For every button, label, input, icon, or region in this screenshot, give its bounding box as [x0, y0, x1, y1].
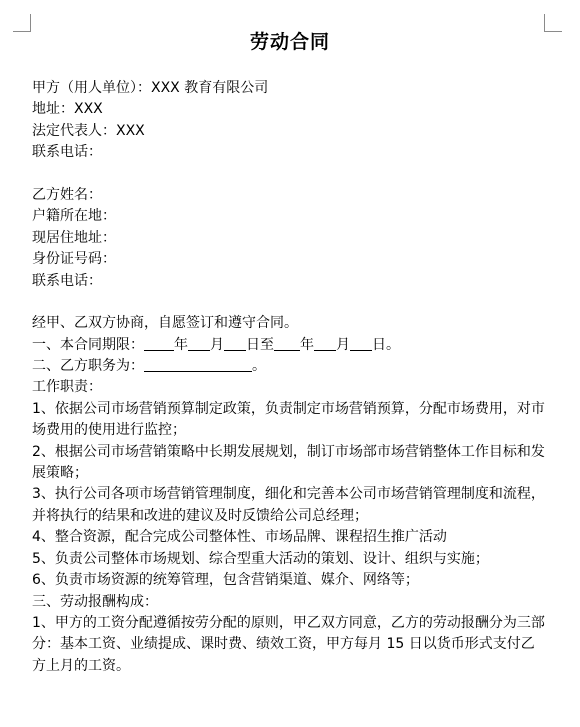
blank-start-day — [224, 336, 246, 351]
spacer — [32, 292, 552, 313]
duty-item: 3、执行公司各项市场营销管理制度，细化和完善本公司市场营销管理制度和流程，并将执行的结果和改进的建议及时反馈给公司总经理； — [32, 486, 545, 524]
party-b-residence: 现居住地址： — [32, 229, 116, 246]
party-b-phone: 联系电话： — [32, 272, 102, 289]
blank-position — [144, 357, 252, 372]
position-prefix: 二、乙方职务为： — [32, 358, 144, 375]
blank-start-year — [144, 336, 174, 351]
spacer — [32, 164, 552, 185]
blank-end-year — [274, 336, 300, 351]
document-body — [32, 78, 552, 677]
intro-paragraph: 经甲、乙双方协商，自愿签订和遵守合同。 — [32, 315, 298, 332]
term-day-start: 日至 — [246, 336, 274, 353]
contract-term — [32, 335, 552, 356]
party-a-address: 地址：XXX — [32, 101, 103, 118]
duty-item: 6、负责市场资源的统筹管理，包含营销渠道、媒介、网络等； — [32, 572, 419, 589]
pay-paragraph: 1、甲方的工资分配遵循按劳分配的原则，甲乙双方同意，乙方的劳动报酬分为三部分：基本工资、业绩提成、课时费、绩效工资，甲方每月 15 日以货币形式支付乙方上月的工资。 — [32, 614, 545, 674]
pay-heading: 三、劳动报酬构成： — [32, 593, 158, 610]
position-line — [32, 356, 552, 377]
term-month-start: 月 — [210, 336, 224, 353]
blank-start-month — [188, 336, 210, 351]
term-year-end: 年 — [300, 336, 314, 353]
term-prefix: 一、本合同期限： — [32, 336, 144, 353]
party-b-household: 户籍所在地： — [32, 208, 116, 225]
duty-item: 5、负责公司整体市场规划、综合型重大活动的策划、设计、组织与实施； — [32, 550, 489, 567]
term-day-end: 日。 — [372, 336, 400, 353]
party-a-name: 甲方（用人单位）：XXX 教育有限公司 — [32, 80, 269, 96]
duties-heading: 工作职责： — [32, 379, 102, 396]
blank-end-day — [350, 336, 372, 351]
party-a-phone: 联系电话： — [32, 144, 102, 161]
term-month-end: 月 — [336, 336, 350, 353]
party-b-name: 乙方姓名： — [32, 186, 102, 203]
document-title: 劳动合同 — [249, 31, 330, 53]
term-year-start: 年 — [174, 336, 188, 353]
duty-item: 2、根据公司市场营销策略中长期发展规划，制订市场部市场营销整体工作目标和发展策略； — [32, 443, 545, 482]
party-b-id-number: 身份证号码： — [32, 251, 116, 268]
position-suffix: 。 — [252, 358, 266, 375]
blank-end-month — [314, 336, 336, 351]
duty-item: 1、依据公司市场营销预算制定政策，负责制定市场营销预算，分配市场费用，对市场费用的使用进行监控； — [32, 400, 545, 439]
party-a-legal-rep: 法定代表人：XXX — [32, 122, 145, 139]
duty-item: 4、整合资源，配合完成公司整体性、市场品牌、课程招生推广活动 — [32, 529, 447, 546]
